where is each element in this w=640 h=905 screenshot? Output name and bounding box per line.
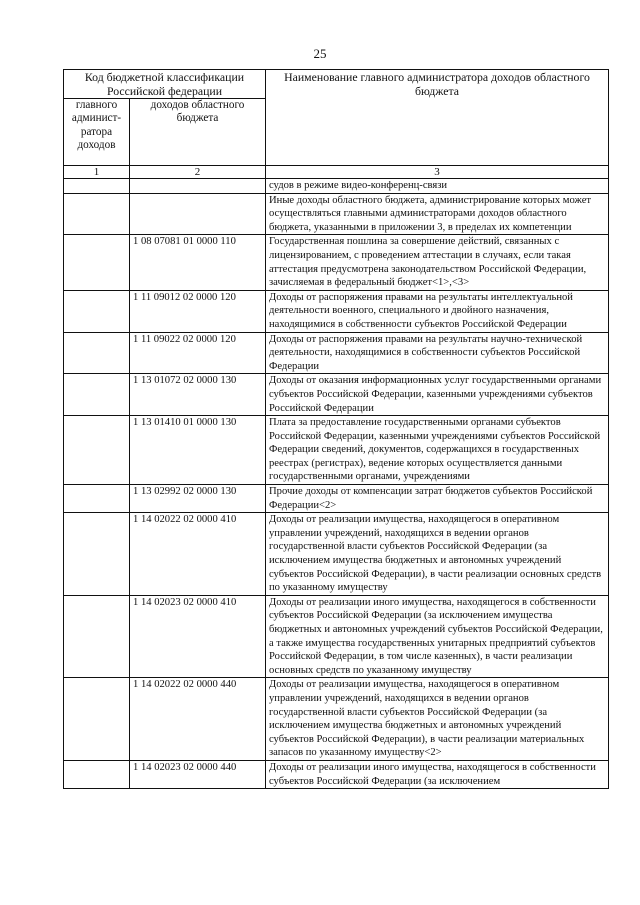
header-admin-title: главного админист-ратора доходов — [64, 99, 130, 166]
column-number-2: 2 — [130, 166, 266, 179]
page-number: 25 — [313, 46, 327, 61]
admin-code-cell — [64, 235, 130, 290]
income-code-cell: 1 14 02023 02 0000 440 — [130, 760, 266, 788]
header-group-title: Код бюджетной классификации Российской федерации — [64, 70, 266, 99]
table-row — [64, 332, 609, 374]
table-row — [64, 235, 609, 290]
table-row — [64, 595, 609, 678]
budget-classification-table — [63, 69, 609, 789]
income-description-cell: Доходы от реализации имущества, находящегося в оперативном управлении учреждений, находящихся в ведении органов государственной власти субъектов Российской Федерации (за исключением имущества бюджетных и автономных учреждений субъектов Российской Федерации), в части реализации материальных запасов по указанному имуществу<2> — [266, 678, 609, 761]
table-row — [64, 760, 609, 788]
header-row-top — [64, 70, 609, 99]
income-description-cell: Доходы от реализации имущества, находящегося в оперативном управлении учреждений, находящихся в ведении органов государственной власти субъектов Российской Федерации (за исключением имущества бюджетных и автономных учреждений субъектов Российской Федерации), в части реализации основных средств по указанному имуществу — [266, 513, 609, 596]
admin-code-cell — [64, 374, 130, 416]
income-code-cell: 1 14 02023 02 0000 410 — [130, 595, 266, 678]
income-description-cell: Доходы от оказания информационных услуг государственными органами субъектов Российской Федерации, казенными учреждениями субъектов Российской Федерации — [266, 374, 609, 416]
admin-code-cell — [64, 513, 130, 596]
header-name-title: Наименование главного администратора доходов областного бюджета — [266, 70, 609, 166]
admin-code-cell — [64, 179, 130, 194]
table-row — [64, 513, 609, 596]
column-number-1: 1 — [64, 166, 130, 179]
income-description-cell: судов в режиме видео-конференц-связи — [266, 179, 609, 194]
table-row — [64, 678, 609, 761]
income-code-cell: 1 13 01410 01 0000 130 — [130, 416, 266, 485]
income-code-cell: 1 14 02022 02 0000 440 — [130, 678, 266, 761]
income-code-cell: 1 14 02022 02 0000 410 — [130, 513, 266, 596]
income-code-cell — [130, 193, 266, 235]
admin-code-cell — [64, 760, 130, 788]
income-code-cell: 1 13 02992 02 0000 130 — [130, 485, 266, 513]
income-code-cell — [130, 179, 266, 194]
admin-code-cell — [64, 416, 130, 485]
admin-code-cell — [64, 193, 130, 235]
income-description-cell: Доходы от распоряжения правами на результаты научно-технической деятельности, находящимися в собственности субъектов Российской Федерации — [266, 332, 609, 374]
income-description-cell: Государственная пошлина за совершение действий, связанных с лицензированием, с проведением аттестации в случаях, если такая аттестация предусмотрена законодательством Российской Федерации, зачисляемая в федеральный бюджет<1>,<3> — [266, 235, 609, 290]
admin-code-cell — [64, 595, 130, 678]
table-row — [64, 193, 609, 235]
table-row — [64, 374, 609, 416]
table-row — [64, 290, 609, 332]
income-description-cell: Плата за предоставление государственными органами субъектов Российской Федерации, казенными учреждениями субъектов Российской Федерации сведений, документов, содержащихся в государственных реестрах (регистрах), ведение которых осуществляется данными государственными органами, учреждениями — [266, 416, 609, 485]
table-row — [64, 416, 609, 485]
income-description-cell: Иные доходы областного бюджета, администрирование которых может осуществляться главными администраторами доходов областного бюджета, указанными в приложении 3, в пределах их компетенции — [266, 193, 609, 235]
header-income-title: доходов областного бюджета — [130, 99, 266, 166]
income-code-cell: 1 13 01072 02 0000 130 — [130, 374, 266, 416]
income-code-cell: 1 08 07081 01 0000 110 — [130, 235, 266, 290]
admin-code-cell — [64, 290, 130, 332]
column-number-3: 3 — [266, 166, 609, 179]
header-column-numbers — [64, 166, 609, 179]
income-description-cell: Доходы от распоряжения правами на результаты интеллектуальной деятельности военного, специального и двойного назначения, находящимися в собственности субъектов Российской Федерации — [266, 290, 609, 332]
table-body — [64, 179, 609, 789]
table-row — [64, 179, 609, 194]
admin-code-cell — [64, 485, 130, 513]
admin-code-cell — [64, 332, 130, 374]
table-row — [64, 485, 609, 513]
income-code-cell: 1 11 09022 02 0000 120 — [130, 332, 266, 374]
income-code-cell: 1 11 09012 02 0000 120 — [130, 290, 266, 332]
income-description-cell: Прочие доходы от компенсации затрат бюджетов субъектов Российской Федерации<2> — [266, 485, 609, 513]
admin-code-cell — [64, 678, 130, 761]
income-description-cell: Доходы от реализации иного имущества, находящегося в собственности субъектов Российской Федерации (за исключением — [266, 760, 609, 788]
income-description-cell: Доходы от реализации иного имущества, находящегося в собственности субъектов Российской Федерации (за исключением имущества бюджетных и автономных учреждений субъектов Российской Федерации, а также имущества государственных унитарных предприятий субъектов Российской Федерации, в том числе казенных), в части реализации основных средств по указанному имуществу — [266, 595, 609, 678]
